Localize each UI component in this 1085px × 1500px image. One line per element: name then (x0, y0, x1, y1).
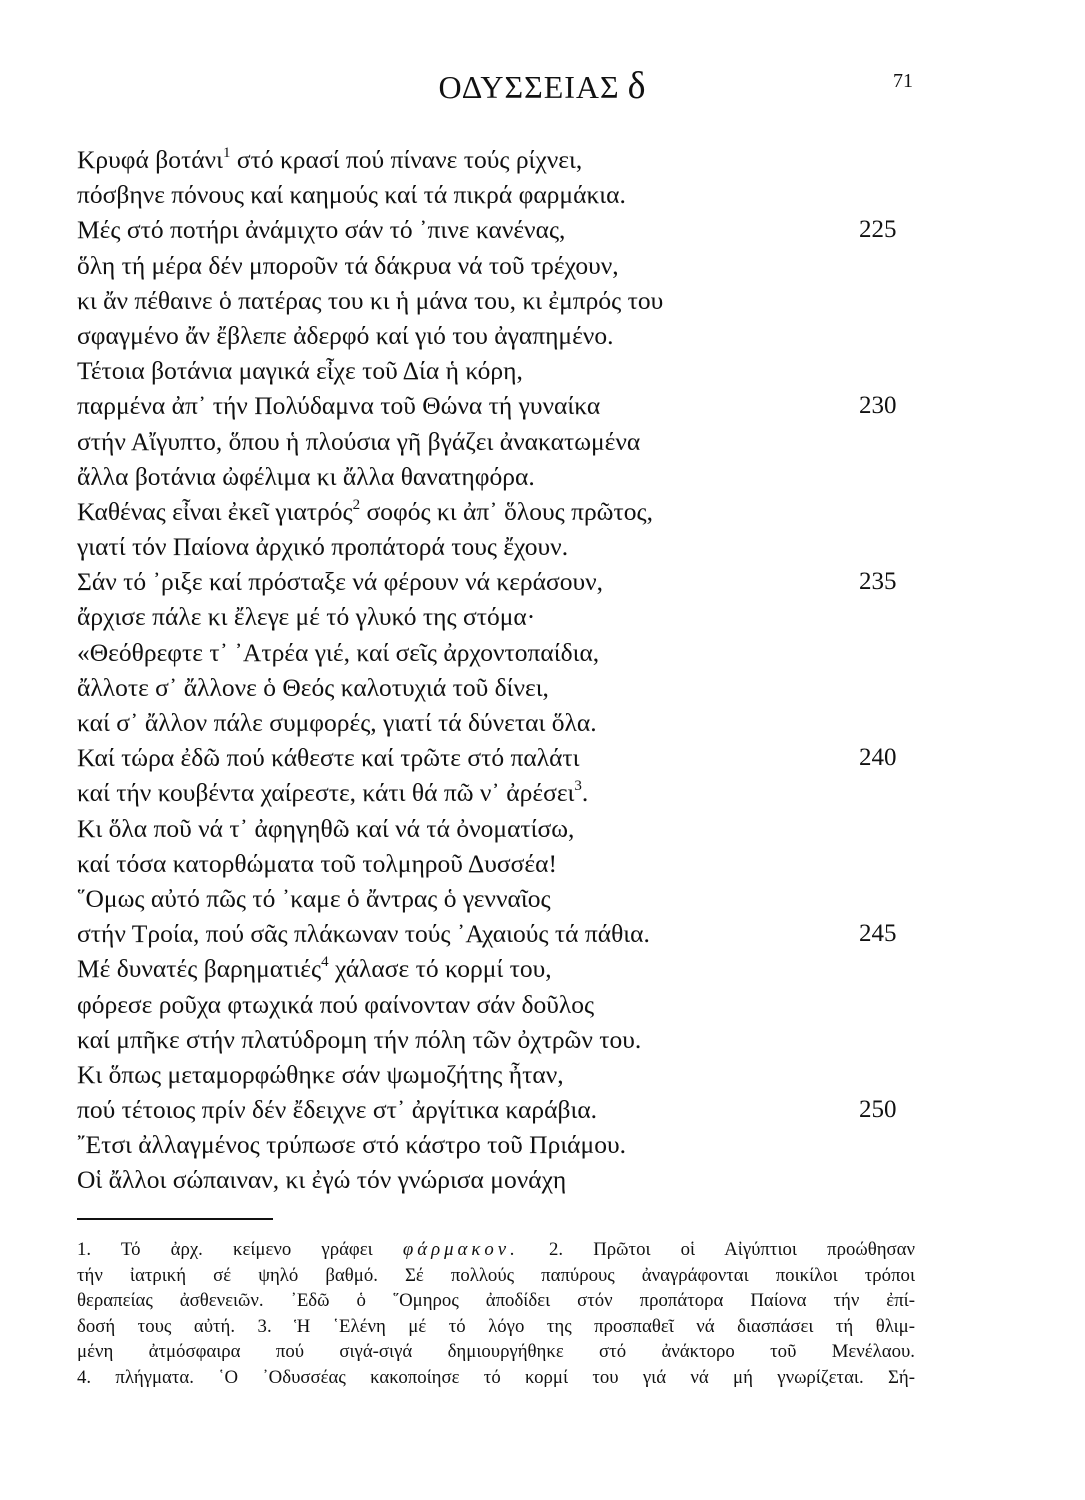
verse-text-part: ῞Ομως αὐτό πῶς τό ᾿καμε ὁ ἄντρας ὁ γενναῖος (77, 883, 551, 913)
footnote-line: μένη ἀτμόσφαιρα πού σιγά-σιγά δημιουργήθηκε στό ἀνάκτορο τοῦ Μενέλαου. (77, 1341, 915, 1363)
verse-text (77, 529, 568, 564)
verse-line (77, 1022, 917, 1057)
verse-text-part: πόσβηνε πόνους καί καημούς καί τά πικρά φαρμάκια. (77, 180, 626, 210)
verse-text (77, 1162, 566, 1197)
verse-text-part: κι ἄν πέθαινε ὁ πατέρας του κι ἡ μάνα του, κι ἐμπρός του (77, 285, 664, 315)
verse-text (77, 1022, 641, 1057)
verse-text-part: Καθένας εἶναι ἐκεῖ γιατρός (77, 496, 353, 526)
footnote-rule (77, 1218, 273, 1220)
verse-line (77, 740, 917, 775)
verse-text-part: Μές στό ποτήρι ἀνάμιχτο σάν τό ᾿πινε κανένας, (77, 215, 566, 245)
verse-line (77, 635, 917, 670)
verse-text-part: σφαγμένο ἄν ἔβλεπε ἀδερφό καί γιό του ἀγαπημένο. (77, 320, 614, 350)
verse-text-part: στήν Τροία, πού σᾶς πλάκωναν τούς ᾿Αχαιούς τά πάθια. (77, 919, 650, 949)
verse-text (77, 248, 619, 283)
line-number: 225 (859, 216, 897, 244)
verse-text (77, 740, 580, 775)
verse-text (77, 811, 574, 846)
footnote-line: τήν ἰατρική σέ ψηλό βαθμό. Σέ πολλούς παπύρους ἀναγράφονται ποικίλοι τρόποι (77, 1264, 915, 1286)
title-text: ΟΔΥΣΣΕΙΑΣ (438, 69, 620, 105)
verse-line (77, 283, 917, 318)
footnote-line (77, 1237, 915, 1263)
verse-text (77, 142, 582, 177)
footnote-greek-word: φάρμακον. (402, 1239, 519, 1260)
verse-text (77, 1092, 597, 1127)
verse-line (77, 248, 917, 283)
verse-text-part: καί μπῆκε στήν πλατύδρομη τήν πόλη τῶν ὀχτρῶν του. (77, 1024, 642, 1054)
verse-line (77, 353, 917, 388)
line-number: 250 (859, 1096, 897, 1124)
verse-text-part: ἄλλα βοτάνια ὠφέλιμα κι ἄλλα θανατηφόρα. (77, 461, 535, 491)
verse-line (77, 142, 917, 177)
verse-line (77, 705, 917, 740)
verse-text (77, 177, 626, 212)
verse-text-part: Μέ δυνατές βαρηματιές (77, 954, 322, 984)
verse-line (77, 529, 917, 564)
verse-line (77, 881, 917, 916)
verse-line (77, 459, 917, 494)
verse-text-part: «Θεόθρεφτε τ᾿ ᾿Ατρέα γιέ, καί σεῖς ἀρχοντοπαίδια, (77, 637, 600, 667)
page-number: 71 (893, 70, 913, 92)
footnotes (77, 1237, 915, 1391)
footnote-text: 2. Πρῶτοι οἱ Αἰγύπτιοι προώθησαν (518, 1239, 915, 1260)
verse-text-part: . (581, 778, 589, 808)
verse-text (77, 599, 535, 634)
verse-line (77, 951, 917, 986)
verse-line (77, 424, 917, 459)
verse-line (77, 846, 917, 881)
verse-text-part: ἄρχισε πάλε κι ἔλεγε μέ τό γλυκό της στόμα· (77, 602, 536, 632)
footnote-text: 1. Τό ἀρχ. κείμενο γράφει (77, 1239, 403, 1260)
verse-line (77, 775, 917, 810)
verse-line (77, 177, 917, 212)
verse-line (77, 916, 917, 951)
verse-text (77, 212, 565, 247)
verse-line (77, 811, 917, 846)
verse-text-part: Τέτοια βοτάνια μαγικά εἶχε τοῦ Δία ἡ κόρη, (77, 356, 523, 386)
verse-line (77, 599, 917, 634)
verse-text (77, 318, 613, 353)
verse-text-part: Κι ὅλα ποῦ νά τ᾿ ἀφηγηθῶ καί νά τά ὀνοματίσω, (77, 813, 575, 843)
verse-text (77, 564, 603, 599)
running-title (0, 64, 1085, 108)
verse-text-part: ὅλη τή μέρα δέν μποροῦν τά δάκρυα νά τοῦ τρέχουν, (77, 250, 619, 280)
verse-text-part: Κρυφά βοτάνι (77, 145, 223, 174)
verse-text (77, 951, 552, 986)
verse-text-part: παρμένα ἀπ᾿ τήν Πολύδαμνα τοῦ Θώνα τή γυναίκα (77, 391, 601, 421)
footnote-marker: 4 (321, 954, 329, 971)
footnote-marker: 3 (574, 778, 582, 795)
verse-text-part: ἄλλοτε σ᾿ ἄλλονε ὁ Θεός καλοτυχιά τοῦ δίνει, (77, 672, 549, 702)
verse-line (77, 1092, 917, 1127)
footnote-marker: 1 (222, 145, 231, 161)
line-number: 230 (859, 392, 897, 420)
verse-text-part: χάλασε τό κορμί του, (328, 954, 552, 984)
verse-text-part: καί τόσα κατορθώματα τοῦ τολμηροῦ Δυσσέα! (77, 848, 557, 878)
verse-text-part: φόρεσε ροῦχα φτωχικά πού φαίνονταν σάν δοῦλος (77, 989, 595, 1019)
poem-text (77, 142, 917, 1198)
verse-text (77, 1057, 564, 1092)
line-number: 235 (859, 568, 897, 596)
verse-line (77, 1162, 917, 1197)
footnote-marker: 2 (352, 496, 361, 513)
verse-text-part: σοφός κι ἀπ᾿ ὅλους πρῶτος, (360, 496, 653, 526)
verse-text (77, 283, 663, 318)
verse-line (77, 564, 917, 599)
verse-text (77, 987, 594, 1022)
verse-text (77, 388, 600, 423)
verse-text-part: Οἱ ἄλλοι σώπαιναν, κι ἐγώ τόν γνώρισα μονάχη (77, 1165, 567, 1195)
verse-text-part: Σάν τό ᾿ριξε καί πρόσταξε νά φέρουν νά κεράσουν, (77, 567, 604, 597)
verse-text-part: γιατί τόν Παίονα ἀρχικό προπάτορά τους ἔχουν. (77, 532, 569, 562)
verse-text-part: στήν Αἴγυπτο, ὅπου ἡ πλούσια γῆ βγάζει ἀνακατωμένα (77, 426, 641, 456)
verse-text (77, 670, 549, 705)
verse-text (77, 635, 599, 670)
verse-line (77, 987, 917, 1022)
verse-text (77, 916, 650, 951)
footnote-line: θεραπείας ἀσθενειῶν. ᾿Εδῶ ὁ ῞Ομηρος ἀποδίδει στόν προπάτορα Παίονα τήν ἐπί- (77, 1290, 915, 1312)
verse-text-part: στό κρασί πού πίνανε τούς ρίχνει, (230, 145, 583, 174)
footnote-line: 4. πλήγματα. ῾Ο ᾿Οδυσσέας κακοποίησε τό κορμί του γιά νά μή γνωρίζεται. Σή- (77, 1366, 915, 1388)
verse-text-part: Καί τώρα ἐδῶ πού κάθεστε καί τρῶτε στό παλάτι (77, 743, 580, 773)
verse-text (77, 353, 523, 388)
verse-text (77, 424, 640, 459)
verse-text-part: Κι ὅπως μεταμορφώθηκε σάν ψωμοζήτης ἦταν, (77, 1059, 564, 1089)
line-number: 245 (859, 920, 897, 948)
verse-text-part: ῎Ετσι ἀλλαγμένος τρύπωσε στό κάστρο τοῦ Πριάμου. (77, 1130, 626, 1160)
verse-text (77, 775, 588, 810)
verse-text (77, 459, 535, 494)
verse-text (77, 846, 557, 881)
verse-text (77, 705, 597, 740)
book-letter: δ (627, 65, 647, 107)
verse-line (77, 212, 917, 247)
verse-line (77, 1127, 917, 1162)
footnote-line: δοσή τους αὐτή. 3. Ἡ ῾Ελένη μέ τό λόγο της προσπαθεῖ νά διασπάσει τή θλιμ- (77, 1315, 915, 1337)
verse-text-part: καί σ᾿ ἄλλον πάλε συμφορές, γιατί τά δύνεται ὅλα. (77, 708, 597, 737)
verse-text-part: καί τήν κουβέντα χαίρεστε, κάτι θά πῶ ν᾿ ἀρέσει (77, 778, 575, 808)
verse-line (77, 1057, 917, 1092)
verse-text (77, 1127, 626, 1162)
verse-line (77, 388, 917, 423)
verse-line (77, 670, 917, 705)
verse-line (77, 494, 917, 529)
line-number: 240 (859, 744, 897, 772)
verse-text (77, 494, 653, 529)
verse-text (77, 881, 551, 916)
verse-text-part: πού τέτοιος πρίν δέν ἔδειχνε στ᾿ ἀργίτικα καράβια. (77, 1095, 598, 1125)
verse-line (77, 318, 917, 353)
